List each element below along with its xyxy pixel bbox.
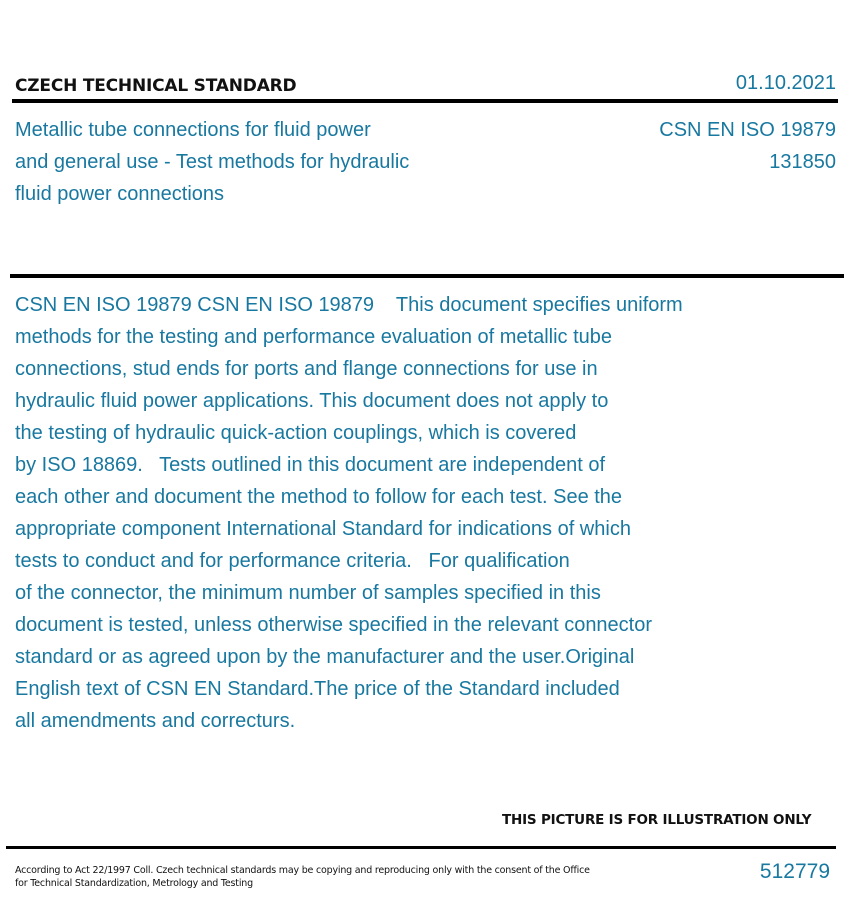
- description-line: methods for the testing and performance evaluation of metallic tube: [15, 326, 613, 348]
- description-line: hydraulic fluid power applications. This document does not apply to: [15, 390, 609, 412]
- illustration-notice: THIS PICTURE IS FOR ILLUSTRATION ONLY: [502, 812, 812, 828]
- legal-notice-line: for Technical Standardization, Metrology and Testing: [15, 878, 253, 889]
- description-line: each other and document the method to follow for each test. See the: [15, 486, 623, 508]
- legal-notice: [15, 864, 590, 890]
- description-line: standard or as agreed upon by the manufacturer and the user.Original: [15, 646, 635, 668]
- description-line: document is tested, unless otherwise specified in the relevant connector: [15, 614, 653, 636]
- description-line: the testing of hydraulic quick-action couplings, which is covered: [15, 422, 577, 444]
- description-line: all amendments and correcturs.: [15, 710, 296, 732]
- catalog-number: 512779: [759, 860, 830, 883]
- description-line: tests to conduct and for performance criteria. For qualification: [15, 550, 570, 572]
- legal-notice-line: According to Act 22/1997 Coll. Czech technical standards may be copying and reproducing only with the consent of the Office: [15, 865, 590, 876]
- standard-class-number: 131850: [769, 151, 836, 173]
- publication-date: 01.10.2021: [735, 72, 836, 94]
- standard-title-line: and general use - Test methods for hydraulic: [15, 151, 410, 173]
- description-line: by ISO 18869. Tests outlined in this document are independent of: [15, 454, 606, 476]
- standard-title: [15, 114, 475, 210]
- standard-title-line: Metallic tube connections for fluid power: [15, 119, 371, 141]
- standard-title-line: fluid power connections: [15, 183, 225, 205]
- header-divider: [12, 99, 838, 103]
- description-line: connections, stud ends for ports and flange connections for use in: [15, 358, 598, 380]
- description-line: of the connector, the minimum number of samples specified in this: [15, 582, 601, 604]
- description-line: English text of CSN EN Standard.The price of the Standard included: [15, 678, 620, 700]
- description-line: CSN EN ISO 19879 CSN EN ISO 19879 This document specifies uniform: [15, 294, 683, 316]
- document-header-title: CZECH TECHNICAL STANDARD: [15, 76, 297, 96]
- standard-identifiers: [659, 114, 836, 178]
- description-line: appropriate component International Standard for indications of which: [15, 518, 631, 540]
- title-divider: [10, 274, 844, 278]
- standard-description: [15, 289, 755, 737]
- footer-divider: [6, 846, 836, 849]
- standard-code: CSN EN ISO 19879: [659, 119, 836, 141]
